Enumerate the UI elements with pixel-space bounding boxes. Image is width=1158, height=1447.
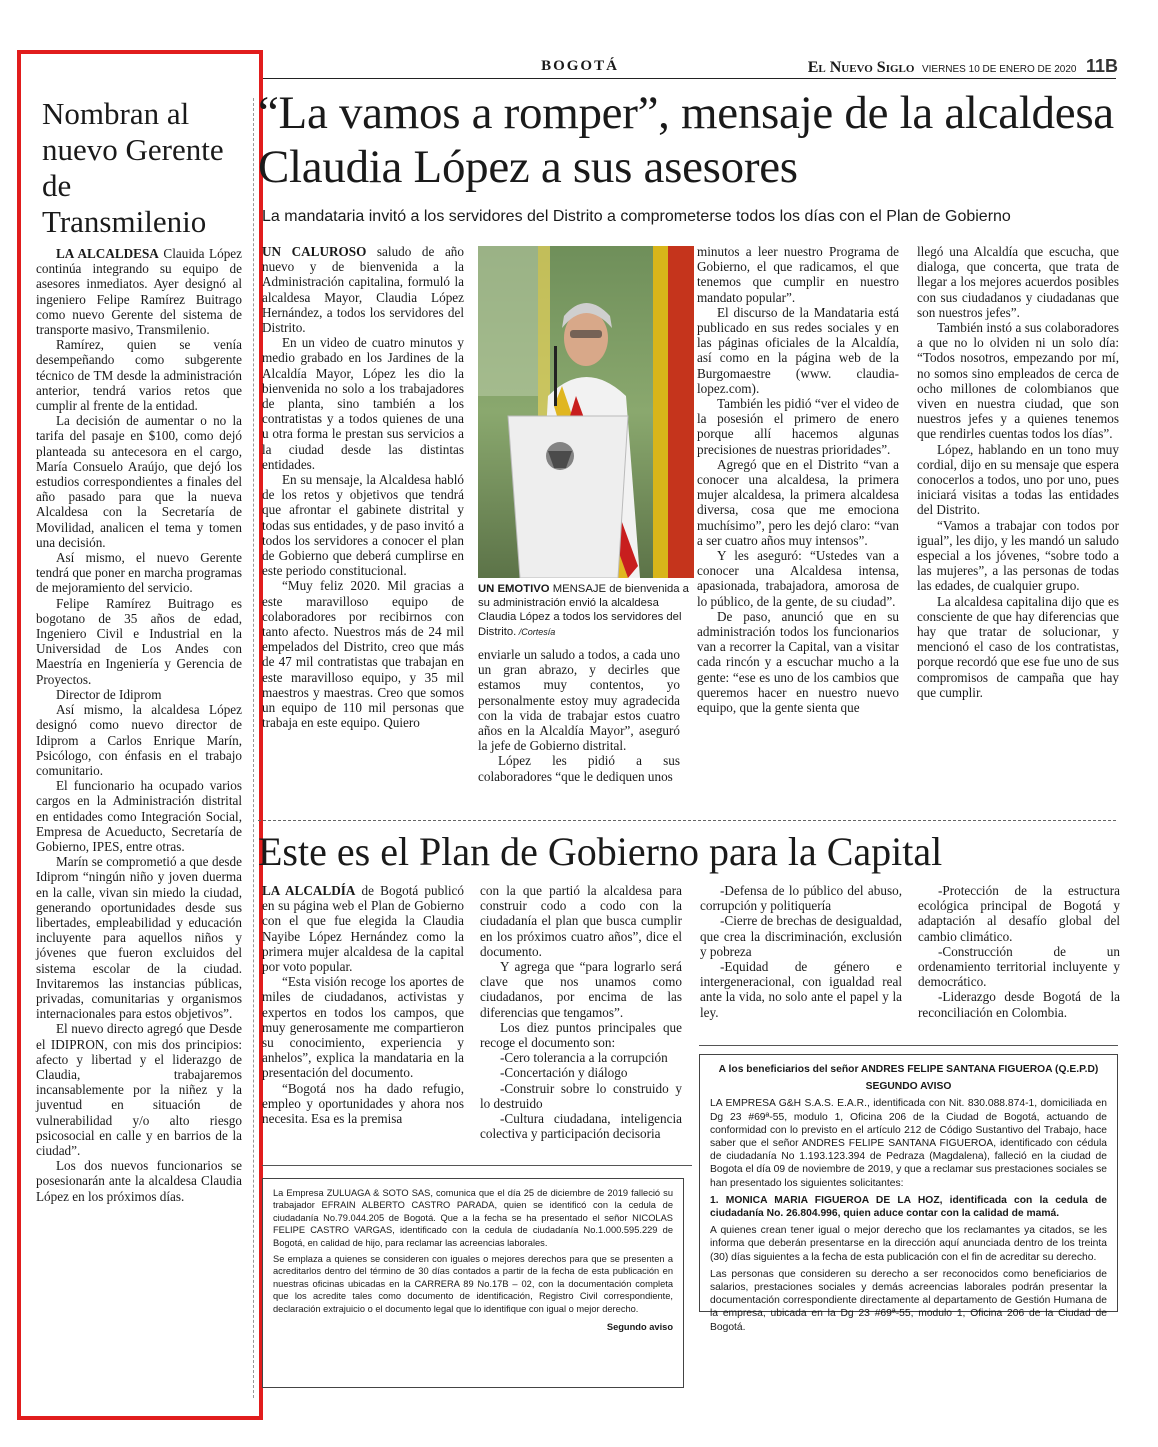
paragraph: con la que partió la alcaldesa para construir codo a codo con la ciudadanía el plan que busca cumplir en los próximos cuatro años”, dice el documento. <box>480 883 682 959</box>
left-article-headline: Nombran al nuevo Gerente de Transmilenio <box>42 96 224 239</box>
column-separator <box>253 98 254 1398</box>
notice-subtitle: SEGUNDO AVISO <box>865 1081 952 1093</box>
notice-paragraph: Se emplaza a quienes se consideren con iguales o mejores derechos para que se presenten a acreditarlos dentro del término de 30 días contados a partir de la fecha de esta publicación en nuestras oficinas ubicadas en la CARRERA 89 No.17B – 02, con la documentación completa que los acredite tales como documento de identificación, Registro Civil correspondiente, declaración extrajuicio o el documento legal que lo identifique con igual o mejor derecho. <box>273 1254 673 1314</box>
paragraph: Y agrega que “para lograrlo será clave que nos unamos como ciudadanos, por encima de las diferencias que tengamos”. <box>480 959 682 1020</box>
paragraph: Los diez puntos principales que recoge el documento son: <box>480 1019 682 1051</box>
paragraph: saludo de año nuevo y de bienvenida a la Administración capitalina, formuló la alcaldesa Mayor, Claudia López Hernández, a todos los servidores del Distrito. <box>262 244 464 336</box>
mayor-photo <box>478 246 694 578</box>
list-item: -Cultura ciudadana, inteligencia colectiva y participación decisoria <box>480 1111 682 1142</box>
main-headline: “La vamos a romper”, mensaje de la alcaldesa Claudia López a sus asesores <box>258 87 1114 193</box>
paragraph: Clauida López continúa integrando su equipo de asesores inmediatos. Ayer designó al ingeniero Felipe Ramírez Buitrago como nuevo Gerente del sistema de transporte masivo, Transmilenio. <box>36 246 242 338</box>
paragraph: Los dos nuevos funcionarios se posesionarán ante la alcaldesa Claudia López en los próximos días. <box>36 1158 242 1204</box>
second-article-column-1 <box>262 883 464 1126</box>
paragraph: Felipe Ramírez Buitrago es bogotano de 35 años de edad, Ingeniero Civil e Industrial en la Universidad de Los Andes con Maestría en Ingeniería y Gerencia de Proyectos. <box>36 595 242 687</box>
paragraph: “Vamos a trabajar con todos por igual”, les dijo, y les mandó un saludo especial a los jóvenes, “sobre todo a las mujeres”, a las personas de todas las edades, de cualquier grupo. <box>917 517 1119 594</box>
paragraph: López, hablando en un tono muy cordial, dijo en su mensaje que espera conocerlos a todos, uno por uno, pues iniciará visitas a todas las entidades del Distrito. <box>917 441 1119 518</box>
paragraph: Agregó que en el Distrito “van a conocer una alcaldesa, la primera mujer alcaldesa, la primera alcaldesa diversa, cosa que me emociona muchísimo”, pero les dejó claro: “van a ser cuatro años muy intensos”. <box>697 456 899 548</box>
paragraph: De paso, anunció que en su administración todos los funcionarios van a recorrer la Capital, van a visitar cada rincón y a escuchar mucho a la gente: “ese es uno de los cambios que queremos hacer en nuestro nuevo equipo, que la gente sienta que <box>697 608 899 716</box>
photo-caption-lead: UN EMOTIVO <box>478 583 550 595</box>
paragraph: El nuevo directo agregó que Desde el IDIPRON, con mis dos principios: afecto y libertad y el liderazgo de Claudia, trabajaremos incansablemente por la niñez y la juventud en situación de vulnerabilidad y/o alto riesgo psicosocial en calle y en barrios de la ciudad”. <box>36 1021 242 1158</box>
paragraph: Así mismo, la alcaldesa López designó como nuevo director de Idiprom a Carlos Enrique Marín, Psicólogo, con énfasis en el trabajo comunitario. <box>36 702 242 778</box>
notice-paragraph: 1. MONICA MARIA FIGUEROA DE LA HOZ, identificada con la cedula de ciudadanía No. 26.804.996, quien aduce contar con la calidad de mamá. <box>710 1194 1107 1220</box>
notice-rule <box>262 1165 692 1166</box>
highlight-box <box>17 50 263 1420</box>
paragraph: En un video de cuatro minutos y medio grabado en los Jardines de la Alcaldía Mayor, López les dio la bienvenida no solo a los trabajadores de planta, sino también a los contratistas y a todos quienes de una u otra forma le prestan sus servicios a la ciudad desde las distintas entidades. <box>262 335 464 472</box>
paragraph: Ramírez, quien se venía desempeñando como subgerente técnico de TM desde la administración anterior, tendrá varios retos que cumplir al frente de la entidad. <box>36 337 242 414</box>
paragraph: La decisión de aumentar o no la tarifa del pasaje en $100, como dejó planteada su antecesora en el cargo, María Consuelo Araújo, que dejó los estudios correspondientes a finales del año pasado para que la nueva Alcaldesa con la Secretaría de Movilidad, analicen el tema y tomen una decisión. <box>36 413 242 550</box>
list-item: -Protección de la estructura ecológica principal de Bogotá y adaptación al desafío global del cambio climático. <box>918 883 1120 944</box>
legal-notice-left <box>262 1178 684 1388</box>
main-subtitle: La mandataria invitó a los servidores del Distrito a comprometerse todos los días con el Plan de Gobierno <box>262 208 1011 225</box>
paragraph: También les pidió “ver el video de la posesión el primero de enero porque allí hacemos algunas precisiones de nuestras prioridades”. <box>697 396 899 457</box>
list-item: -Liderazgo desde Bogotá de la reconciliación en Colombia. <box>918 989 1120 1020</box>
photo-credit: /Cortesía <box>516 626 556 637</box>
paragraph: enviarle un saludo a todos, a cada uno un gran abrazo, y decirles que estamos muy contentos, yo personalmente estoy muy agradecida con la vida de trabajar estos cuatro años en la Alcaldía Mayor”, aseguró la jefe de Gobierno distrital. <box>478 647 680 754</box>
list-item: -Cierre de brechas de desigualdad, que crea la discriminación, exclusión y pobreza <box>700 913 902 959</box>
list-item: -Equidad de género e intergeneracional, con igualdad real ante la vida, no solo ante el papel y la ley. <box>700 959 902 1020</box>
paragraph: “Esta visión recoge los aportes de miles de ciudadanos, activistas y expertos en todos los campos, que muy generosamente me compartieron su conocimiento, experiencia y anhelos”, explica la mandataria en la presentación del documento. <box>262 974 464 1081</box>
paragraph: Marín se comprometió a que desde Idiprom “ningún niño y joven duerma en la calle, vivan sin miedo la ciudad, generando oportunidades desde sus libertades, empleabilidad y educación incluyente para aquellos niños y jóvenes que fueron excluidos del sistema escolar de la ciudad. Invitaremos las instancias públicas, privadas, comunitarias y organismos internacionales para estos objetivos”. <box>36 854 242 1022</box>
paragraph: En su mensaje, la Alcaldesa habló de los retos y objetivos que tendrá que afrontar el gabinete distrital y todas sus entidades, y de paso invitó a todos los servidores a conocer el plan de Gobierno que deberá cumplirse en este periodo constitucional. <box>262 472 464 579</box>
second-article-lead: LA ALCALDÍA <box>262 883 356 898</box>
main-article-column-1 <box>262 244 464 731</box>
main-article-lead: UN CALUROSO <box>262 244 367 259</box>
list-item: -Cero tolerancia a la corrupción <box>500 1050 668 1066</box>
paragraph: de Bogotá publicó en su página web el Plan de Gobierno con el que fue elegida la Claudia Nayibe López Hernández como la primera mujer alcaldesa de la capital por voto popular. <box>262 883 464 975</box>
section-label: BOGOTÁ <box>541 58 619 74</box>
main-article-column-2 <box>478 647 680 784</box>
masthead <box>808 56 1118 77</box>
header-rule <box>262 78 1116 79</box>
list-item: -Construcción de un ordenamiento territorial incluyente y democrático. <box>918 943 1120 990</box>
article-divider <box>258 820 1116 821</box>
notice-paragraph: A quienes crean tener igual o mejor derecho que los reclamantes ya citados, se les informa que deberán presentarse en la dirección aquí anunciada dentro de los treinta (30) días siguientes a la fecha de esta publicación con el fin de acreditar su derecho. <box>710 1225 1107 1263</box>
paragraph: llegó una Alcaldía que escucha, que dialoga, que concerta, que trata de llegar a los mejores acuerdos posibles con sus ciudadanos y ciudadanas que son nuestros jefes”. <box>917 244 1119 320</box>
second-headline: Este es el Plan de Gobierno para la Capital <box>258 829 943 874</box>
notice-title: A los beneficiarios del señor ANDRES FELIPE SANTANA FIGUEROA (Q.E.P.D) <box>718 1064 1099 1075</box>
paragraph: La alcaldesa capitalina dijo que es consciente de que hay diferencias que hay que tratar de solucionar, y mencionó el caso de los contratistas, porque recordó que ese fue uno de sus compromisos de campaña que hay que cumplir. <box>917 593 1119 700</box>
paragraph: Así mismo, el nuevo Gerente tendrá que poner en marcha programas de mejoramiento del servicio. <box>36 550 242 596</box>
second-article-column-4 <box>918 883 1120 1020</box>
second-article-column-2 <box>480 883 682 1141</box>
notice-signature: Segundo aviso <box>606 1322 673 1333</box>
paragraph: “Bogotá nos ha dado refugio, empleo y oportunidades y ahora nos necesita. Esa es la premisa <box>262 1080 464 1127</box>
photo-caption-text: MENSAJE de bienvenida a su administración envió la alcaldesa Claudia López a todos los servidores del Distrito. <box>478 583 689 638</box>
list-item: -Defensa de lo público del abuso, corrupción y politiquería <box>700 883 902 914</box>
main-article-column-4 <box>917 244 1119 700</box>
second-article-column-3 <box>700 883 902 1020</box>
paragraph: También instó a sus colaboradores a que no lo olviden ni un solo día: “Todos nosotros, empezando por mí, no somos sino empleados de cerca de ocho millones de colombianos que viven en nuestra ciudad, que son nuestros jefes y a quienes tenemos que rendirles cuentas todos los días”. <box>917 320 1119 442</box>
paragraph: López les pidió a sus colaboradores “que le dediquen unos <box>478 753 680 784</box>
paragraph: El funcionario ha ocupado varios cargos en la Administración distrital en entidades como Integración Social, Empresa de Acueducto, Secretaría de Gobierno, IPES, entre otras. <box>36 778 242 854</box>
main-article-column-3 <box>697 244 899 715</box>
newspaper-name: El Nuevo Siglo <box>807 59 915 76</box>
photo-caption <box>478 582 690 639</box>
notice-paragraph: LA EMPRESA G&H S.A.S. E.A.R., identificada con Nit. 830.088.874-1, domiciliada en Dg 23 #69ª-55, modulo 1, Oficina 206 de la Ciudad de Bogotá, actuando de conformidad con lo previsto en el artículo 212 de Código Sustantivo del Trabajo, hace saber que el señor ANDRES FELIPE SANTANA FIGUEROA, identificado con cédula de ciudadanía No 1.193.123.394 de Pedraza (Magdalena), falleció en la ciudad de Bogota el día 09 de noviembre de 2019, y que a reclamar sus prestaciones sociales se han presentado los siguientes solicitantes: <box>710 1098 1107 1189</box>
list-item: -Concertación y diálogo <box>500 1065 628 1081</box>
notice-rule <box>699 1045 1118 1046</box>
left-article-lead: LA ALCALDESA <box>56 246 159 261</box>
issue-date: VIERNES 10 DE ENERO DE 2020 <box>921 64 1077 75</box>
notice-paragraph: La Empresa ZULUAGA & SOTO SAS, comunica que el día 25 de diciembre de 2019 falleció su trabajador EFRAIN ALBERTO CASTRO PARADA, quien se identificó con la cedula de ciudadanía No.79.044.205 de Bogotá. Que a la fecha se ha presentado el señor NICOLAS FELIPE CASTRO VARGAS, identificado con la cedula de ciudadanía No.1.000.595.229 de Bogotá, en calidad de hijo, para reclamar las acreencias laborales. <box>273 1188 673 1248</box>
paragraph: “Muy feliz 2020. Mil gracias a este maravilloso equipo de colaboradores por recibirnos con tanto afecto. Nuestros más de 24 mil empelados del Distrito, creo que más de 47 mil contratistas que trabajan en este maravilloso equipo, y 35 mil maestros y maestras. Creo que somos un equipo de 110 mil personas que trabaja en este equipo. Quiero <box>262 578 464 731</box>
notice-paragraph: Las personas que consideren su derecho a ser reconocidos como beneficiarios de salarios, prestaciones sociales y demás acreencias laborales podrán presentar la documentación correspondiente directamente al departamento de Gestión Humana de la empresa, ubicada en la Dg 23 #69ª-55, modulo 1, Oficina 206 de la Ciudad de Bogotá. <box>710 1268 1107 1333</box>
paragraph: minutos a leer nuestro Programa de Gobierno, el que radicamos, el que tenemos que cumplir en nuestro mandato popular”. <box>697 244 899 305</box>
photograph-icon <box>478 246 694 578</box>
left-article-subhead: Director de Idiprom <box>56 686 162 702</box>
paragraph: El discurso de la Mandataria está publicado en sus redes sociales y en las páginas oficiales de la Alcaldía, así como en la página web de la Burgomaestre (www. claudia-lopez.com). <box>697 304 899 396</box>
paragraph: Y les aseguró: “Ustedes van a conocer una Alcaldesa intensa, apasionada, trabajadora, amorosa de lo público, de la gente, de su ciudad”. <box>697 548 899 609</box>
list-item: -Construir sobre lo construido y lo destruido <box>480 1080 682 1111</box>
legal-notice-right <box>699 1054 1118 1333</box>
page-number: 11B <box>1085 56 1118 76</box>
